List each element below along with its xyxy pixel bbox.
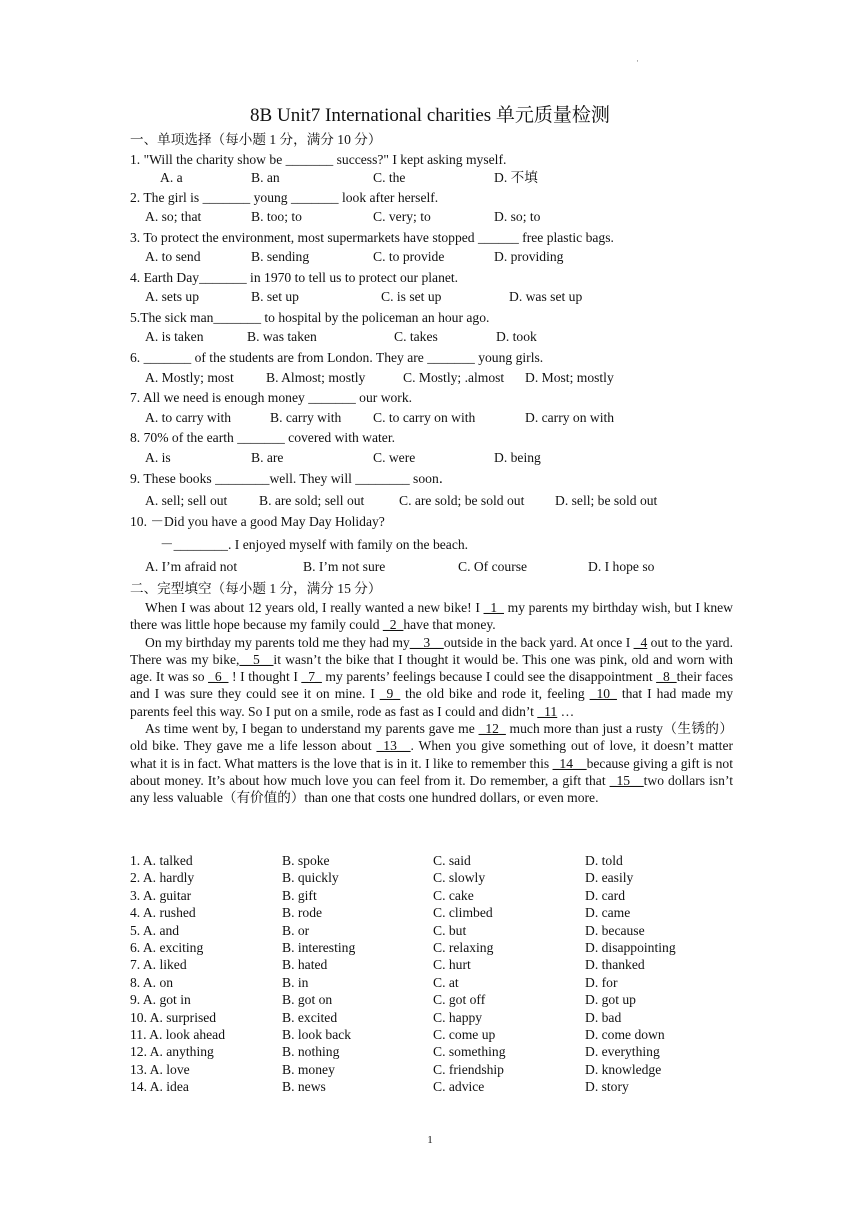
option: B. Almost; mostly (266, 370, 366, 385)
choice-option: C. relaxing (433, 940, 494, 955)
question-stem: 9. These books ________well. They will ________ soon． (130, 471, 453, 486)
option: C. takes (394, 329, 438, 344)
choice-option: C. happy (433, 1009, 483, 1025)
blank: __3__ (409, 634, 444, 650)
question-stem: 8. 70% of the earth _______ covered with water. (130, 430, 395, 445)
choice-option: B. look back (282, 1027, 352, 1042)
choice-option: B. or (282, 922, 310, 938)
passage-paragraph: On my birthday my parents told me they had my__3__outside in the back yard. At once I _4 out to the yard. There was my bike,__5__it wasn’t the bike that I thought it would be. This one was pink, old and worn with age. It was so _6_ ! I thought I _7_ my parents’ feelings because I could see the disappointment _8_their faces and I was sure they could see it on mine. I _9_ the old bike and rode it, feeling _10_ that I had made my parents feel this way. So I put on a smile, rode as fast as I could and didn’t _11 … (130, 634, 734, 719)
option: B. was taken (247, 329, 317, 344)
choice-option: 10. A. surprised (130, 1009, 217, 1025)
choice-option: D. card (585, 887, 626, 903)
question-stem: 1. "Will the charity show be _______ success?" I kept asking myself. (130, 152, 507, 167)
question-stem-reply: －________. I enjoyed myself with family on the beach. (160, 537, 469, 552)
option: A. to send (145, 249, 201, 264)
blank: _6_ (208, 669, 229, 685)
option: B. I’m not sure (303, 559, 386, 574)
option: D. Most; mostly (525, 370, 614, 385)
blank: _1_ (483, 600, 504, 615)
option: D. sell; be sold out (555, 493, 658, 508)
question-stem: 4. Earth Day_______ in 1970 to tell us to protect our planet. (130, 270, 459, 285)
choice-option: C. slowly (433, 870, 486, 886)
choice-option: D. story (585, 1079, 629, 1095)
choice-option: B. interesting (282, 940, 356, 955)
choice-option: 3. A. guitar (130, 887, 192, 903)
question-stem: 5.The sick man_______ to hospital by the policeman an hour ago. (130, 310, 490, 325)
question-stem: 7. All we need is enough money _______ our work. (130, 390, 413, 405)
option: B. too; to (251, 209, 302, 224)
choice-option: C. hurt (433, 957, 471, 973)
page-number: 1 (427, 1134, 433, 1146)
option: C. are sold; be sold out (399, 493, 525, 508)
choice-option: B. quickly (282, 870, 339, 886)
choice-option: B. gift (282, 887, 317, 903)
option: C. is set up (381, 289, 442, 304)
blank: _7_ (301, 669, 322, 685)
choice-option: C. at (433, 974, 459, 990)
option: D. being (494, 450, 541, 465)
option: A. a (160, 170, 183, 185)
option: B. an (251, 170, 280, 185)
option: D. so; to (494, 209, 541, 224)
choice-option: 14. A. idea (130, 1079, 189, 1095)
option: B. are (251, 450, 284, 465)
option: A. sell; sell out (145, 493, 228, 508)
option: C. to carry on with (373, 410, 476, 425)
choice-option: D. everything (585, 1044, 660, 1060)
blank: _2_ (382, 617, 404, 633)
header-mark: · (636, 56, 639, 66)
choice-option: C. said (433, 853, 471, 868)
section2-heading: 二、完型填空（每小题 1 分，满分 15 分） (130, 581, 382, 596)
passage-paragraph: As time went by, I began to understand my parents gave me _12_ much more than just a rusty（生锈的）old bike. They gave me a life lesson about _13__. When you give something out of love, it doesn’t matter what it is in fact. What matters is the love that is in it. I like to remember this _14__because giving a gift is not about money. It’s about how much love you can feel from it. Do remember, a gift that _15__two dollars isn’t any less valuable（有价值的）than one that costs one hundred dollars, or even more. (130, 721, 734, 806)
choice-option: B. got on (282, 992, 333, 1008)
blank: _10_ (589, 686, 617, 702)
option: C. to provide (373, 249, 445, 264)
option: A. Mostly; most (145, 370, 234, 385)
choice-option: D. told (585, 853, 623, 868)
option: D. 不填 (494, 170, 538, 185)
choice-option: B. hated (282, 957, 328, 973)
blank: __5__ (239, 651, 274, 667)
choice-option: C. cake (433, 887, 474, 903)
blank: _12_ (478, 721, 506, 737)
choice-option: 8. A. on (130, 974, 174, 990)
option: A. sets up (145, 289, 199, 304)
blank: _15__ (609, 772, 644, 788)
option: A. to carry with (145, 410, 232, 425)
choice-option: 13. A. love (130, 1061, 190, 1077)
blank: _11 (537, 703, 558, 719)
choice-option: C. friendship (433, 1061, 504, 1077)
choice-option: C. got off (433, 992, 486, 1008)
choice-option: C. something (433, 1044, 506, 1060)
choice-option: B. spoke (282, 853, 330, 868)
choice-option: D. for (585, 974, 618, 990)
option: D. I hope so (588, 559, 655, 574)
choice-option: 11. A. look ahead (130, 1027, 226, 1042)
blank: _4 (633, 634, 648, 650)
choice-option: D. bad (585, 1009, 622, 1025)
choice-option: B. news (282, 1079, 326, 1095)
option: B. set up (251, 289, 299, 304)
choice-option: 1. A. talked (130, 853, 193, 868)
choice-option: 4. A. rushed (130, 905, 196, 921)
choice-option: B. in (282, 974, 309, 990)
option: A. so; that (145, 209, 202, 224)
choice-option: 6. A. exciting (130, 940, 204, 955)
choice-option: D. got up (585, 992, 636, 1008)
option: C. were (373, 450, 416, 465)
choice-option: D. disappointing (585, 940, 676, 955)
option: B. carry with (270, 410, 342, 425)
option: D. was set up (509, 289, 583, 304)
choice-option: B. money (282, 1061, 335, 1077)
choice-option: D. knowledge (585, 1061, 662, 1077)
blank: _14__ (552, 755, 587, 771)
option: B. are sold; sell out (259, 493, 365, 508)
question-stem: 10. －Did you have a good May Day Holiday? (130, 514, 385, 529)
choice-option: D. easily (585, 870, 634, 886)
choice-option: B. rode (282, 905, 323, 921)
choice-option: D. because (585, 922, 645, 938)
choice-option: D. thanked (585, 957, 645, 973)
option: A. is taken (145, 329, 204, 344)
choice-option: 5. A. and (130, 922, 180, 938)
option: B. sending (251, 249, 310, 264)
option: C. Mostly; .almost (403, 370, 505, 385)
choice-option: B. excited (282, 1009, 338, 1025)
choice-option: B. nothing (282, 1044, 340, 1060)
choice-option: 7. A. liked (130, 957, 187, 973)
page-title: 8B Unit7 International charities 单元质量检测 (250, 105, 610, 126)
choice-option: 9. A. got in (130, 992, 191, 1008)
choice-option: 12. A. anything (130, 1044, 214, 1060)
option: A. I’m afraid not (145, 559, 238, 574)
option: A. is (145, 450, 171, 465)
cloze-passage (130, 599, 733, 807)
blank: _9_ (379, 686, 401, 702)
choice-option: C. climbed (433, 905, 493, 921)
choice-option: C. advice (433, 1079, 485, 1095)
choice-option: D. came (585, 905, 631, 921)
option: C. Of course (458, 559, 528, 574)
blank: _8_ (656, 669, 677, 685)
option: D. carry on with (525, 410, 615, 425)
choice-option: D. come down (585, 1027, 665, 1042)
blank: _13__ (376, 738, 411, 754)
question-stem: 3. To protect the environment, most supermarkets have stopped ______ free plastic bags. (130, 230, 614, 245)
option: C. the (373, 170, 406, 185)
choice-option: C. come up (433, 1027, 496, 1042)
option: C. very; to (373, 209, 431, 224)
section1-heading: 一、单项选择（每小题 1 分，满分 10 分） (130, 132, 382, 147)
choice-option: 2. A. hardly (130, 870, 195, 886)
question-stem: 2. The girl is _______ young _______ look after herself. (130, 190, 439, 205)
question-stem: 6. _______ of the students are from London. They are _______ young girls. (130, 350, 544, 365)
choice-option: C. but (433, 922, 467, 938)
passage-paragraph: When I was about 12 years old, I really wanted a new bike! I _1_ my parents my birthday wish, but I knew there was little hope because my family could _2_have that money. (130, 600, 734, 633)
option: D. took (496, 329, 537, 344)
option: D. providing (494, 249, 564, 264)
